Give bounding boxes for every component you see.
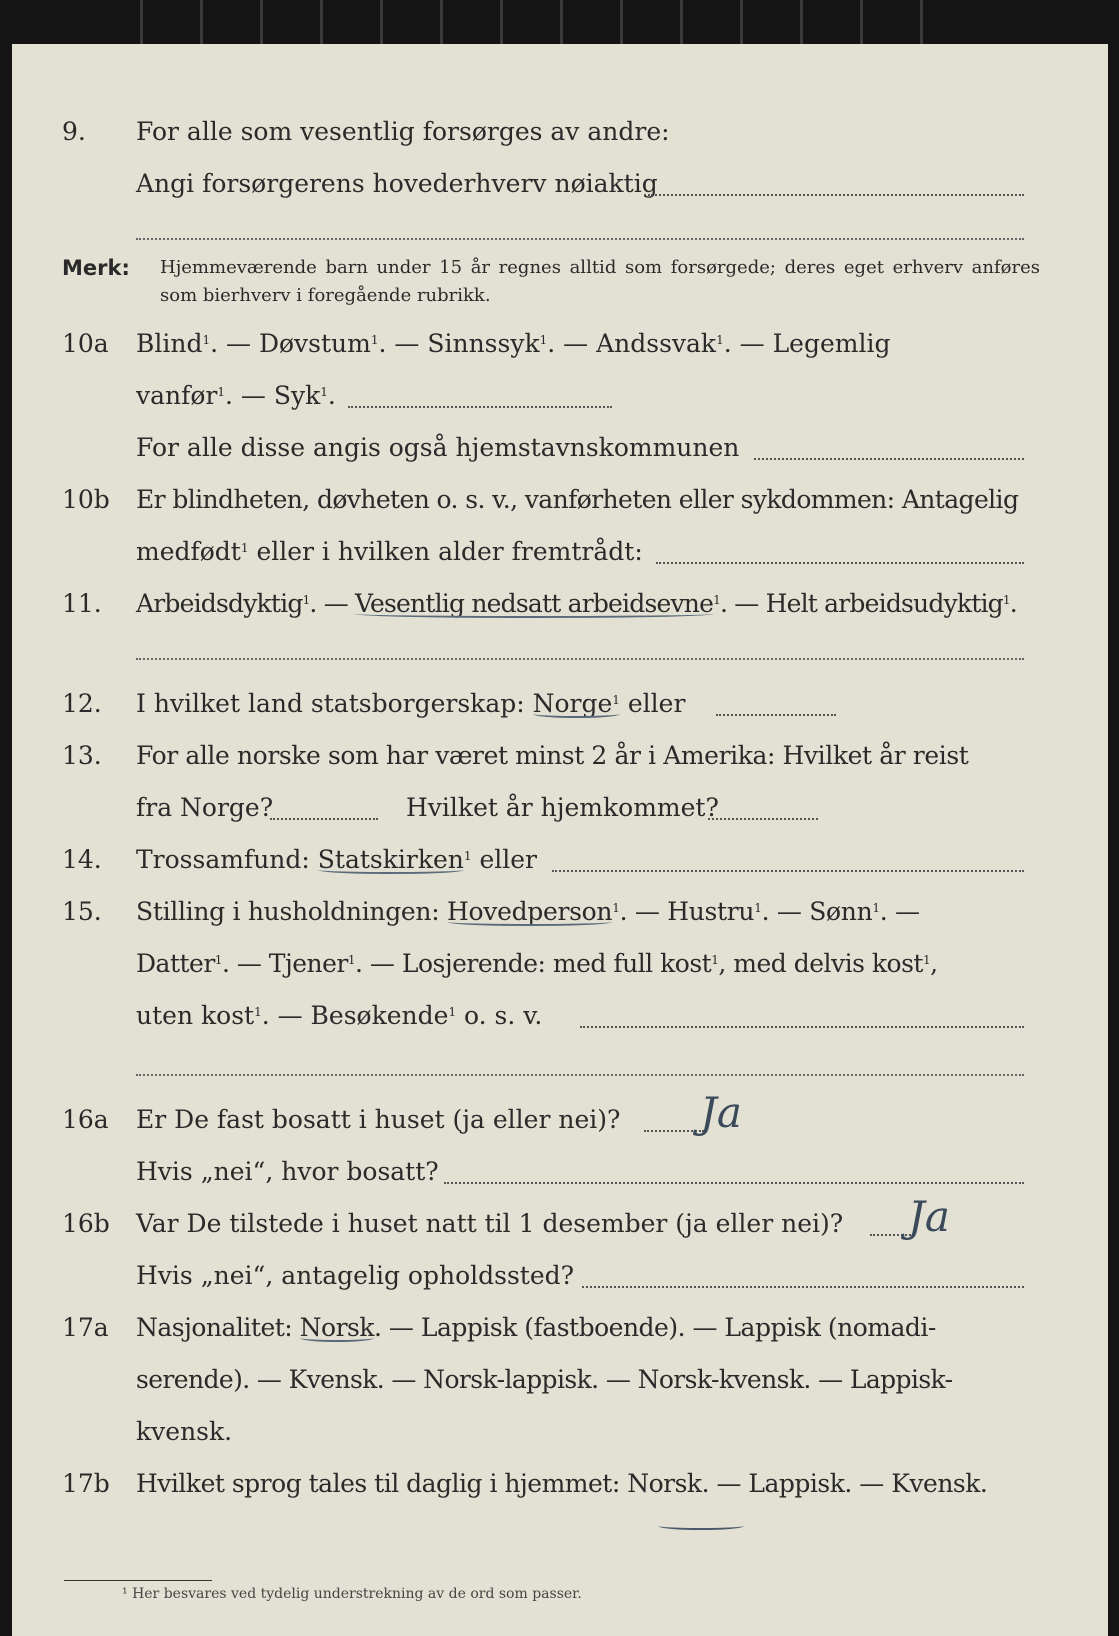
question-number: 10b [62,485,110,514]
question-text: Datter$^1$. — Tjener$^1$. — Losjerende: med full kost$^1$, med delvis kost$^1$, [136,949,938,978]
question-10a [12,324,1108,364]
question-text: Hvis „nei“, antagelig opholdssted? [136,1261,575,1290]
footnote-divider [64,1580,212,1581]
question-text: Hvilket sprog tales til daglig i hjemmet: Norsk. — Lappisk. — Kvensk. [136,1469,988,1498]
question-text: Blind$^1$. — Døvstum$^1$. — Sinnssyk$^1$. — Andssvak$^1$. — Legemlig [136,329,891,358]
question-text: uten kost$^1$. — Besøkende$^1$ o. s. v. [136,1001,543,1030]
question-number: 16a [62,1105,109,1134]
answer-line[interactable] [754,458,1024,460]
question-15-line2 [12,944,1108,984]
answer-line[interactable] [648,194,1024,196]
question-text: Stilling i husholdningen: Hovedperson$^1$. — Hustru$^1$. — Sønn$^1$. — [136,897,920,926]
question-9-line2 [12,164,1108,204]
question-number: 11. [62,589,102,618]
underlined-answer: Statskirken [317,845,464,874]
question-text: Hvilket år hjemkommet? [406,793,719,822]
question-text: serende). — Kvensk. — Norsk-lappisk. — Norsk-kvensk. — Lappisk- [136,1365,953,1394]
question-15 [12,892,1108,932]
answer-line[interactable] [136,238,1024,240]
question-17a-line3 [12,1412,1108,1452]
question-15-line3 [12,996,1108,1036]
question-number: 10a [62,329,109,358]
question-16b [12,1192,1108,1244]
question-13-line2 [12,788,1108,828]
question-text: vanfør$^1$. — Syk$^1$. [136,381,336,410]
question-16b-line2 [12,1256,1108,1296]
handwritten-mark [658,1522,744,1530]
question-text: For alle disse angis også hjemstavnskommunen [136,433,740,462]
question-text: Arbeidsdyktig$^1$. — Vesentlig nedsatt arbeidsevne$^1$. — Helt arbeidsudyktig$^1$. [136,589,1017,618]
note-label: Merk: [62,256,130,280]
question-16a-line2 [12,1152,1108,1192]
answer-line[interactable] [348,406,612,408]
question-10a-line3 [12,428,1108,468]
question-text: medfødt$^1$ eller i hvilken alder fremtrådt: [136,537,643,566]
question-text: I hvilket land statsborgerskap: Norge$^1$ eller [136,689,686,718]
question-10b [12,480,1108,520]
question-number: 16b [62,1209,110,1238]
question-text: fra Norge? [136,793,274,822]
note-text: Hjemmeværende barn under 15 år regnes alltid som forsørgede; deres eget erhverv anføres som bierhverv i foregående rubrikk. [160,257,1040,306]
question-text: Hvis „nei“, hvor bosatt? [136,1157,439,1186]
question-9 [12,112,1108,152]
answer-line[interactable] [552,870,1024,872]
question-text: kvensk. [136,1417,233,1446]
question-11 [12,584,1108,624]
question-number: 9. [62,117,86,146]
question-number: 15. [62,897,102,926]
question-text: Er De fast bosatt i huset (ja eller nei)? [136,1105,621,1134]
answer-line[interactable] [270,818,378,820]
answer-line[interactable] [716,714,836,716]
question-text: For alle norske som har været minst 2 år i Amerika: Hvilket år reist [136,741,969,770]
answer-line[interactable] [136,1074,1024,1076]
question-text: Var De tilstede i huset natt til 1 desember (ja eller nei)? [136,1209,844,1238]
answer-line[interactable] [656,562,1024,564]
answer-line[interactable] [580,1026,1024,1028]
question-number: 17a [62,1313,109,1342]
question-number: 13. [62,741,102,770]
question-17a-line2 [12,1360,1108,1400]
question-13 [12,736,1108,776]
footnote: ¹ Her besvares ved tydelig understrekning av de ord som passer. [122,1586,582,1602]
question-17a [12,1308,1108,1348]
answer-line[interactable] [136,658,1024,660]
question-14 [12,840,1108,880]
question-17b [12,1464,1108,1504]
census-form-page [12,44,1108,1636]
question-16a [12,1088,1108,1140]
answer-line[interactable] [582,1286,1024,1288]
answer-line[interactable] [444,1182,1024,1184]
question-number: 12. [62,689,102,718]
handwritten-answer: Ja [700,1088,742,1137]
question-10b-line2 [12,532,1108,572]
underlined-answer: Norge$^1$ [532,689,620,718]
question-10a-line2 [12,376,1108,416]
handwritten-answer: Ja [908,1192,950,1241]
underlined-answer: Norsk [299,1313,375,1342]
question-text: Er blindheten, døvheten o. s. v., vanførheten eller sykdommen: Antagelig [136,485,1019,514]
question-12 [12,684,1108,724]
question-number: 14. [62,845,102,874]
question-text: Nasjonalitet: Norsk. — Lappisk (fastboende). — Lappisk (nomadi- [136,1313,936,1342]
question-number: 17b [62,1469,110,1498]
question-text: Trossamfund: Statskirken$^1$ eller [136,845,537,874]
question-text: For alle som vesentlig forsørges av andre: [136,117,670,146]
underlined-answer: Vesentlig nedsatt arbeidsevne [355,589,714,618]
underlined-answer: Hovedperson [447,897,613,926]
answer-line[interactable] [708,818,818,820]
answer-line[interactable] [644,1130,704,1132]
question-text: Angi forsørgerens hovederhverv nøiaktig [136,169,658,198]
